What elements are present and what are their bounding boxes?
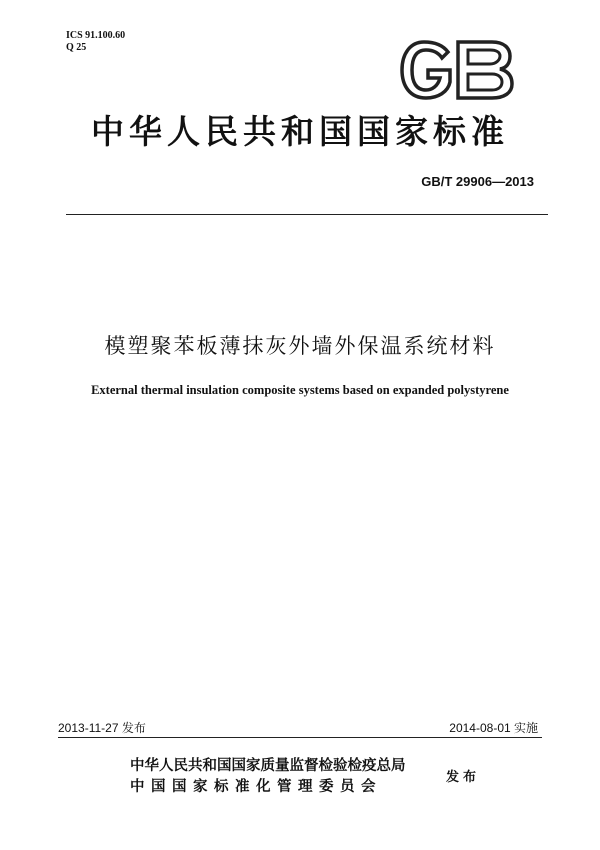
- standard-number: GB/T 29906—2013: [421, 174, 534, 189]
- ccs-code: Q 25: [66, 42, 87, 53]
- header-divider: [66, 214, 548, 215]
- publisher-line-2: 中国国家标准化管理委员会: [130, 779, 382, 795]
- ics-code: ICS 91.100.60: [66, 30, 126, 41]
- publisher-line-1: 中华人民共和国国家质量监督检验检疫总局: [130, 758, 406, 774]
- issue-date: 2013-11-27 发布: [58, 721, 146, 735]
- classification-codes: [66, 30, 125, 54]
- gb-logo: [396, 38, 516, 102]
- publishing-authorities: [130, 756, 406, 798]
- organization-title: 中华人民共和国国家标准: [91, 112, 509, 151]
- publish-label: 发布: [446, 770, 481, 785]
- footer-divider: [58, 737, 542, 738]
- document-title-chinese: 模塑聚苯板薄抹灰外墙外保温系统材料: [104, 334, 496, 358]
- document-title-english: External thermal insulation composite systems based on expanded polystyrene: [91, 383, 509, 397]
- implementation-date: 2014-08-01 实施: [449, 721, 538, 735]
